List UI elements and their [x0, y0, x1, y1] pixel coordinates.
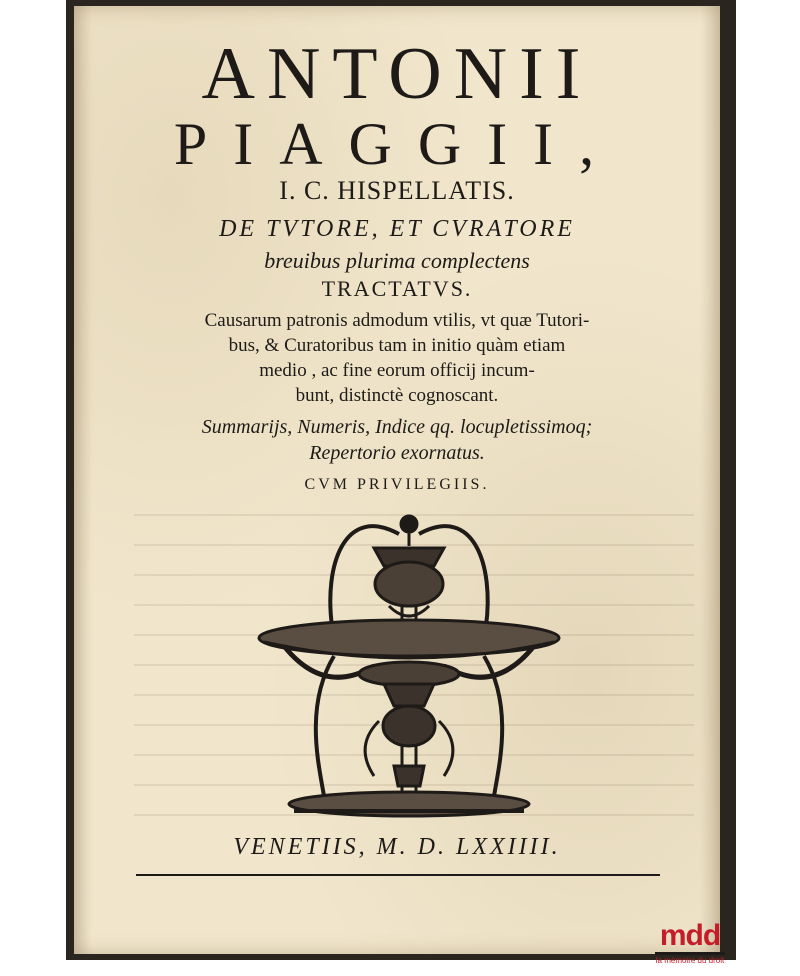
description-line: Causarum patronis admodum vtilis, vt quæ Tutori-	[204, 310, 590, 331]
imprint-rule	[136, 874, 660, 876]
work-title: DE TVTORE, ET CVRATORE	[219, 216, 575, 242]
contents-note-line2: Repertorio exornatus.	[309, 442, 485, 464]
mdd-tagline: la mémoire du droit	[655, 956, 725, 965]
imprint-line: VENETIIS, M. D. LXXIIII.	[233, 834, 561, 860]
description-line: bunt, distinctè cognoscant.	[295, 385, 499, 406]
title-page	[74, 6, 720, 954]
author-origin: I. C. HISPELLATIS.	[279, 176, 515, 205]
author-name-line1: ANTONII	[201, 33, 593, 115]
work-type: TRACTATVS.	[321, 276, 473, 301]
author-name-line2: PIAGGII,	[173, 111, 621, 177]
contents-note-line1: Summarijs, Numeris, Indice qq. locupletissimoq;	[201, 416, 593, 438]
work-subtitle: breuibus plurima complectens	[264, 248, 530, 273]
description-line: bus, & Curatoribus tam in initio quàm etiam	[228, 335, 566, 356]
logo-bar	[655, 952, 725, 955]
fountain-woodcut-icon	[224, 506, 564, 826]
description-line: medio , ac fine eorum officij incum-	[259, 360, 535, 381]
privilege-line: CVM PRIVILEGIIS.	[304, 476, 490, 493]
mdd-watermark-logo	[650, 920, 730, 968]
mdd-logo-text: mdd	[659, 919, 721, 952]
